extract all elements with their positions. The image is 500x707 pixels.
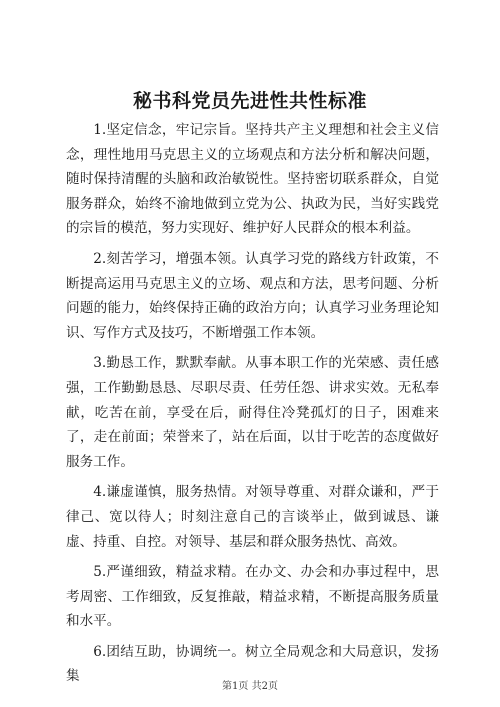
page-footer: 第1页 共2页 [222, 681, 278, 692]
paragraph-5: 5.严谨细致，精益求精。在办文、办会和办事过程中，思考周密、工作细致，反复推敲，精益求精，不断提高服务质量和水平。 [66, 564, 439, 630]
paragraph-6: 6.团结互助，协调统一。树立全局观念和大局意识，发扬集 [66, 643, 439, 685]
paragraph-3: 3.勤恳工作，默默奉献。从事本职工作的光荣感、责任感强，工作勤勤恳恳、尽职尽责、任劳任怨、讲求实效。无私奉献，吃苦在前，享受在后，耐得住冷凳孤灯的日子，困难来了，走在前面；荣誉来了，站在后面，以甘于吃苦的态度做好服务工作。 [66, 355, 439, 470]
document-title: 秘书科党员先进性共性标准 [132, 90, 367, 112]
paragraph-4: 4.谦虚谨慎，服务热情。对领导尊重、对群众谦和，严于律己、宽以待人；时刻注意自己的言谈举止，做到诚恳、谦虚、持重、自控。对领导、基层和群众服务热忱、高效。 [66, 484, 439, 550]
paragraph-1: 1.坚定信念，牢记宗旨。坚持共产主义理想和社会主义信念，理性地用马克思主义的立场观点和方法分析和解决问题，随时保持清醒的头脑和政治敏锐性。坚持密切联系群众，自觉服务群众，始终不渝地做到立党为公、执政为民，当好实践党的宗旨的模范，努力实现好、维护好人民群众的根本利益。 [66, 122, 439, 237]
document-body [66, 118, 439, 695]
paragraph-2: 2.刻苦学习，增强本领。认真学习党的路线方针政策，不断提高运用马克思主义的立场、观点和方法，思考问题、分析问题的能力，始终保持正确的政治方向；认真学习业务理论知识、写作方式及技巧，不断增强工作本领。 [66, 250, 439, 341]
